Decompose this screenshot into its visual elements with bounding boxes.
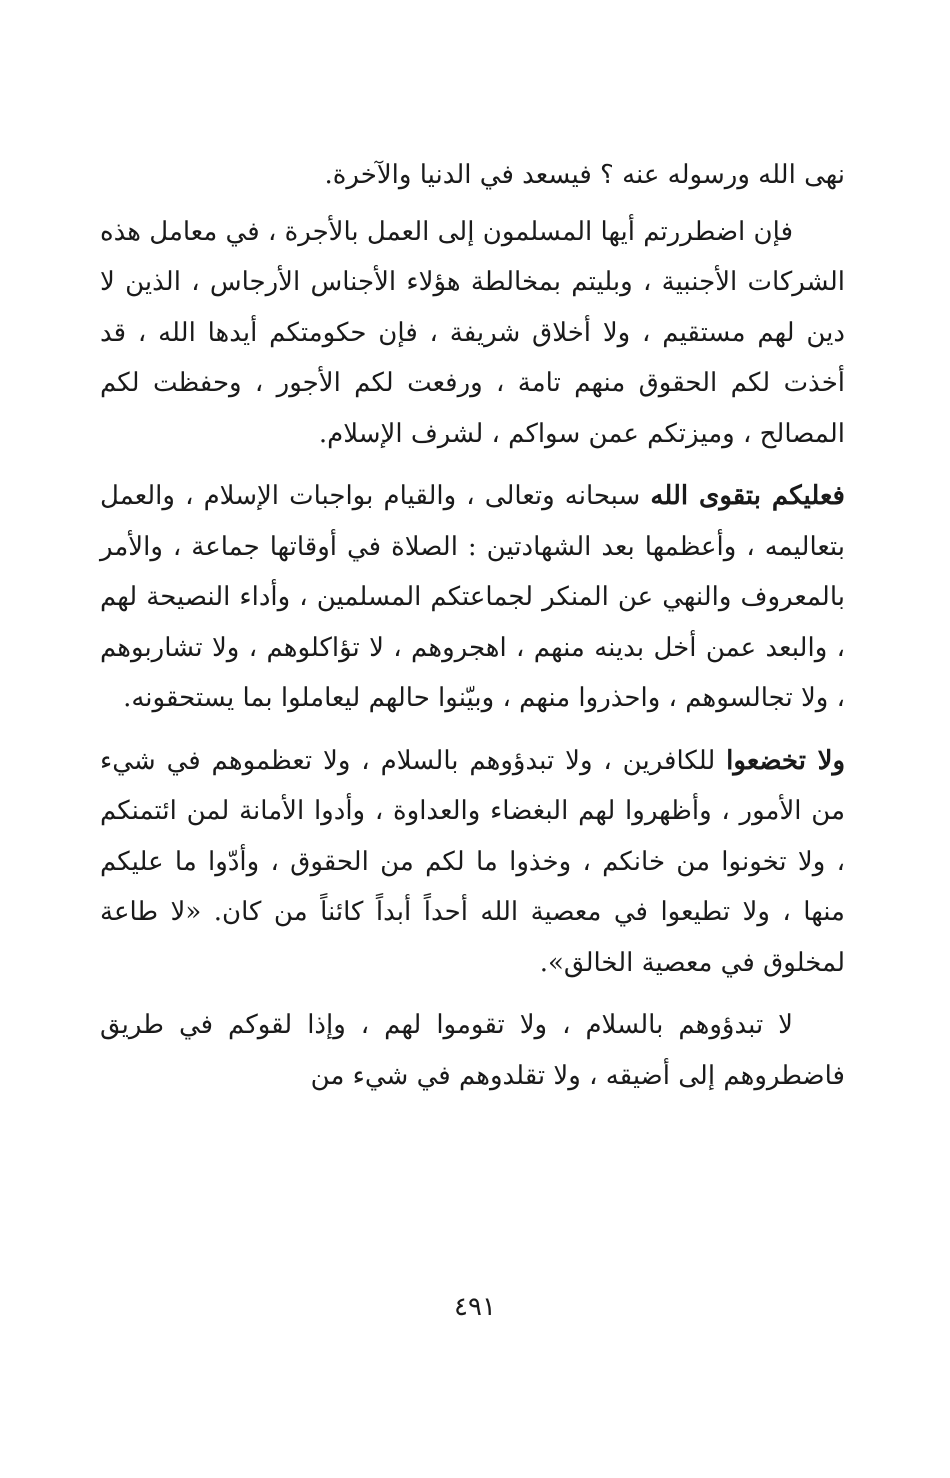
paragraph-text: سبحانه وتعالى ، والقيام بواجبات الإسلام ، والعمل بتعاليمه ، وأعظمها بعد الشهادتين : الصلاة في أوقاتها جماعة ، والأمر بالمعروف والنهي عن المنكر لجماعتكم المسلمين ، وأداء النصيحة لهم ، والبعد عمن أخل بدينه منهم ، اهجروهم ، لا تؤاكلوهم ، ولا تشاربوهم ، ولا تجالسوهم ، واحذروا منهم ، وبيّنوا حالهم ليعاملوا بما يستحقونه. [100,481,845,713]
paragraph-text: فإن اضطررتم أيها المسلمون إلى العمل بالأجرة ، في معامل هذه الشركات الأجنبية ، وبليتم بمخالطة هؤلاء الأجناس الأرجاس ، الذين لا دين لهم مستقيم ، ولا أخلاق شريفة ، فإن حكومتكم أيدها الله ، قد أخذت لكم الحقوق منهم تامة ، ورفعت لكم الأجور ، وحفظت لكم المصالح ، وميزتكم عمن سواكم ، لشرف الإسلام. [100,216,845,449]
page-number: ٤٩١ [454,1292,496,1322]
paragraph-wage-work [100,207,845,460]
paragraph-lead-bold: فعليكم بتقوى الله [650,481,845,511]
paragraph-lead-bold: ولا تخضعوا [726,745,845,776]
paragraph-continuation [100,150,845,201]
paragraph-text: نهى الله ورسوله عنه ؟ فيسعد في الدنيا والآخرة. [324,160,845,190]
paragraph-taqwa [100,471,845,724]
page-body [100,150,845,1101]
paragraph-text: للكافرين ، ولا تبدؤوهم بالسلام ، ولا تعظموهم في شيء من الأمور ، وأظهروا لهم البغضاء والعداوة ، وأدوا الأمانة لمن ائتمنكم ، ولا تخونوا من خانكم ، وخذوا ما لكم من الحقوق ، وأدّوا ما عليكم منها ، ولا تطيعوا في معصية الله أحداً أبداً كائناً من كان. «لا طاعة لمخلوق في معصية الخالق». [100,745,845,978]
paragraph-text: لا تبدؤوهم بالسلام ، ولا تقوموا لهم ، وإذا لقوكم في طريق فاضطروهم إلى أضيقه ، ولا تقلدوهم في شيء من [100,1010,845,1091]
paragraph-greeting [100,1000,845,1101]
paragraph-no-submission [100,736,845,989]
